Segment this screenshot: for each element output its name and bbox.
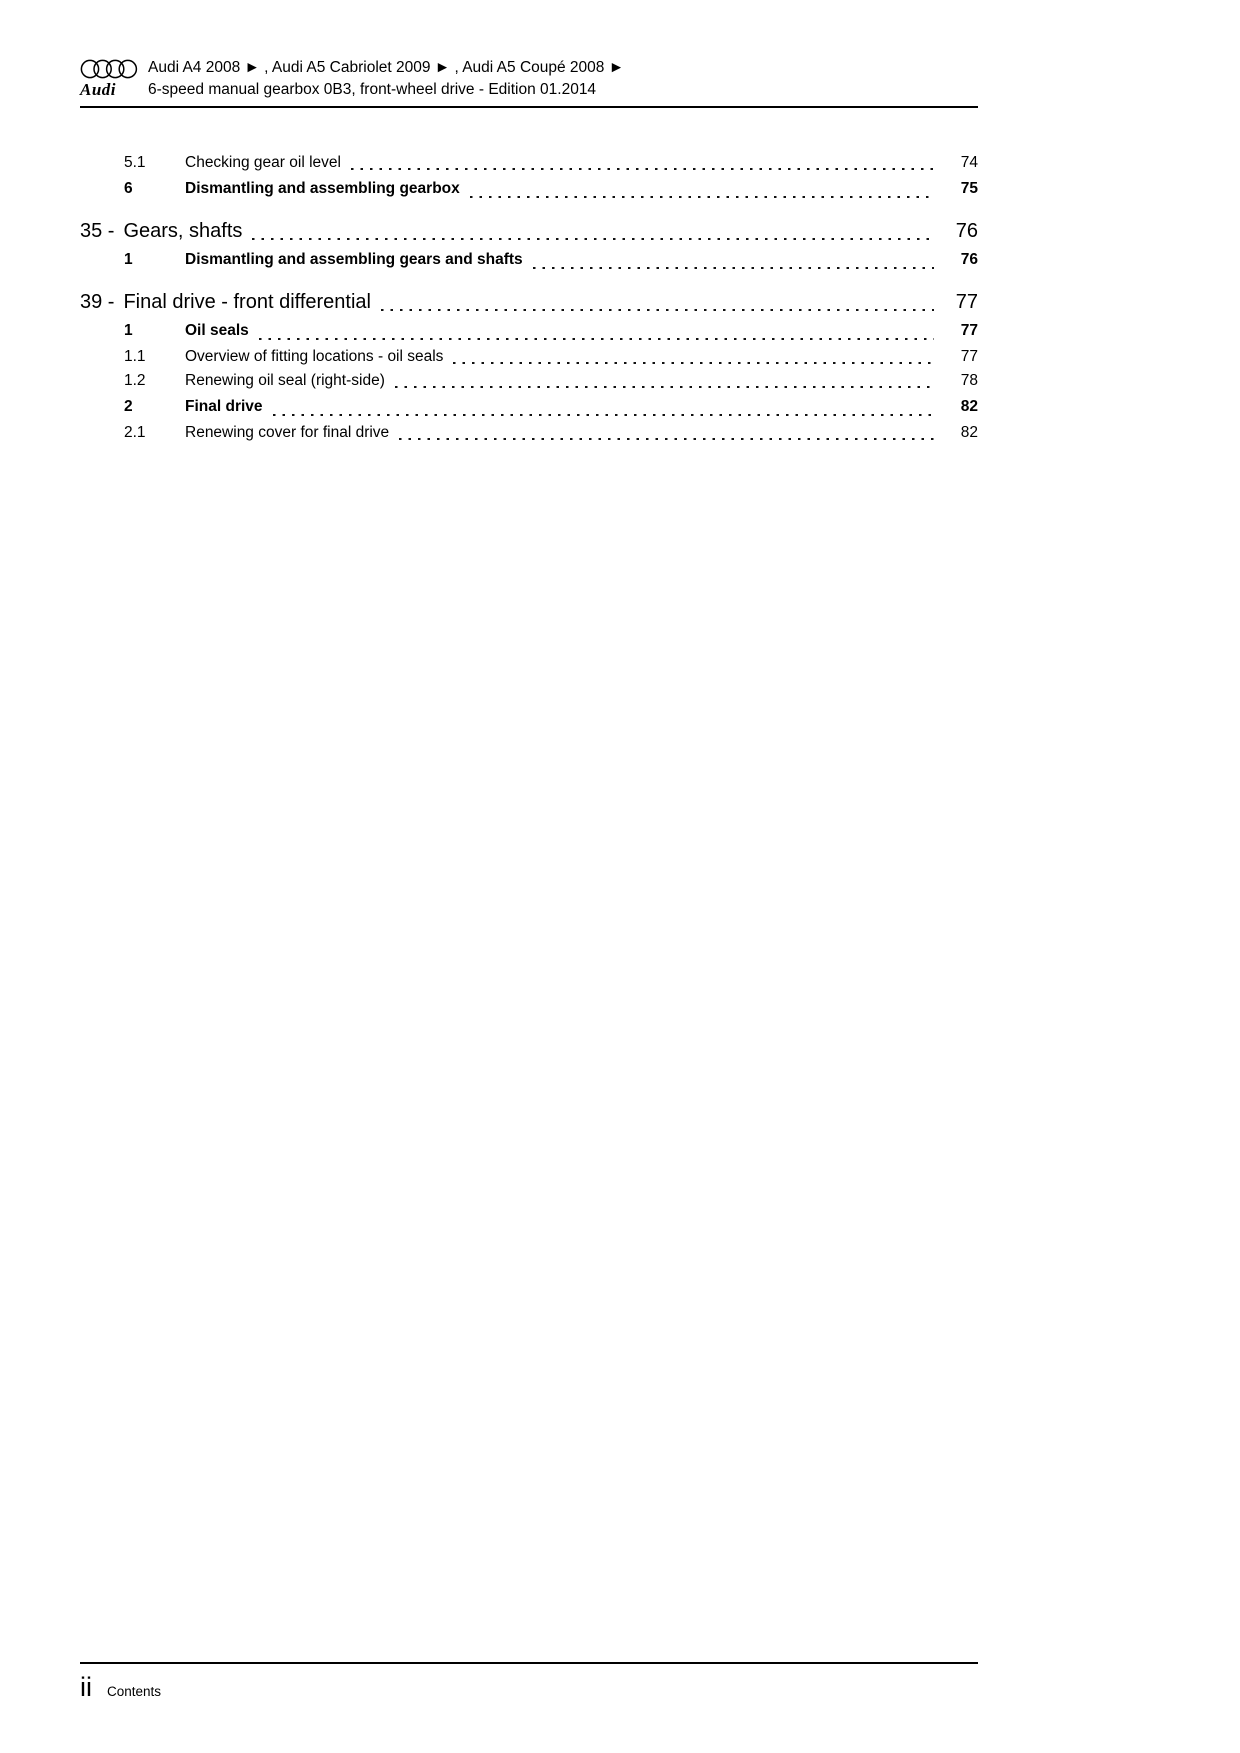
toc-entry-title: Overview of fitting locations - oil seals	[185, 348, 444, 365]
toc-entry-page: 74	[960, 154, 978, 171]
toc-entry-page: 77	[960, 322, 978, 339]
toc-entry	[80, 393, 978, 421]
toc-entry-number: 1.2	[124, 372, 146, 389]
toc-entry-page: 77	[955, 291, 978, 313]
dot-leader	[259, 338, 934, 341]
toc-entry-number: 1.1	[124, 348, 146, 365]
toc-entry	[80, 175, 978, 203]
toc-entry	[80, 369, 978, 393]
audi-rings-icon	[80, 59, 138, 79]
header-text	[148, 56, 624, 101]
audi-logo	[80, 56, 148, 100]
dot-leader	[381, 309, 934, 312]
dot-leader	[273, 414, 934, 417]
toc-entry-title: Dismantling and assembling gears and shafts	[185, 251, 523, 268]
dot-leader	[470, 196, 934, 199]
toc-entry-title: Renewing oil seal (right-side)	[185, 372, 385, 389]
toc-entry-title: Dismantling and assembling gearbox	[185, 180, 460, 197]
toc-entry-page: 75	[960, 180, 978, 197]
toc-entry-title: Gears, shafts	[123, 220, 243, 242]
toc-entry-title: Checking gear oil level	[185, 154, 341, 171]
toc-entry-page: 76	[960, 251, 978, 268]
dot-leader	[453, 362, 934, 365]
toc-entry-number: 2.1	[124, 424, 146, 441]
toc-entry	[80, 421, 978, 445]
toc-entry-number: 5.1	[124, 154, 146, 171]
toc-entry-number: 39 -	[80, 291, 115, 313]
toc-entry-title: Final drive	[185, 398, 263, 415]
header-models-line: Audi A4 2008 ► , Audi A5 Cabriolet 2009 ► , Audi A5 Coupé 2008 ►	[148, 59, 625, 76]
toc-entry-title: Final drive - front differential	[123, 291, 371, 313]
toc-entry	[80, 287, 978, 317]
toc-entry-number: 35 -	[80, 220, 115, 242]
dot-leader	[351, 168, 934, 171]
toc-entry-page: 82	[960, 398, 978, 415]
page-footer	[80, 1662, 978, 1701]
toc-entry	[80, 246, 978, 274]
toc-entry-number: 1	[124, 251, 133, 268]
toc-entry-page: 77	[960, 348, 978, 365]
page-header	[80, 56, 978, 108]
toc-entry-page: 78	[960, 372, 978, 389]
toc-list	[80, 151, 978, 445]
toc-entry-number: 2	[124, 398, 133, 415]
footer-page-number: ii	[80, 1672, 92, 1702]
toc-entry	[80, 317, 978, 345]
dot-leader	[533, 267, 934, 270]
dot-leader	[395, 386, 934, 389]
toc-entry-page: 82	[960, 424, 978, 441]
toc-entry-number: 1	[124, 322, 133, 339]
toc-entry-title: Oil seals	[185, 322, 249, 339]
toc-entry	[80, 345, 978, 369]
audi-wordmark: Audi	[80, 80, 117, 99]
toc-entry-title: Renewing cover for final drive	[185, 424, 390, 441]
toc-entry-number: 6	[124, 180, 133, 197]
dot-leader	[252, 238, 934, 241]
footer-contents-label: Contents	[107, 1684, 162, 1699]
header-rule	[80, 106, 978, 108]
toc-entry	[80, 151, 978, 175]
dot-leader	[399, 438, 934, 441]
toc-entry	[80, 216, 978, 246]
header-subtitle-line: 6-speed manual gearbox 0B3, front-wheel drive - Edition 01.2014	[148, 81, 597, 98]
toc-entry-page: 76	[955, 220, 978, 242]
